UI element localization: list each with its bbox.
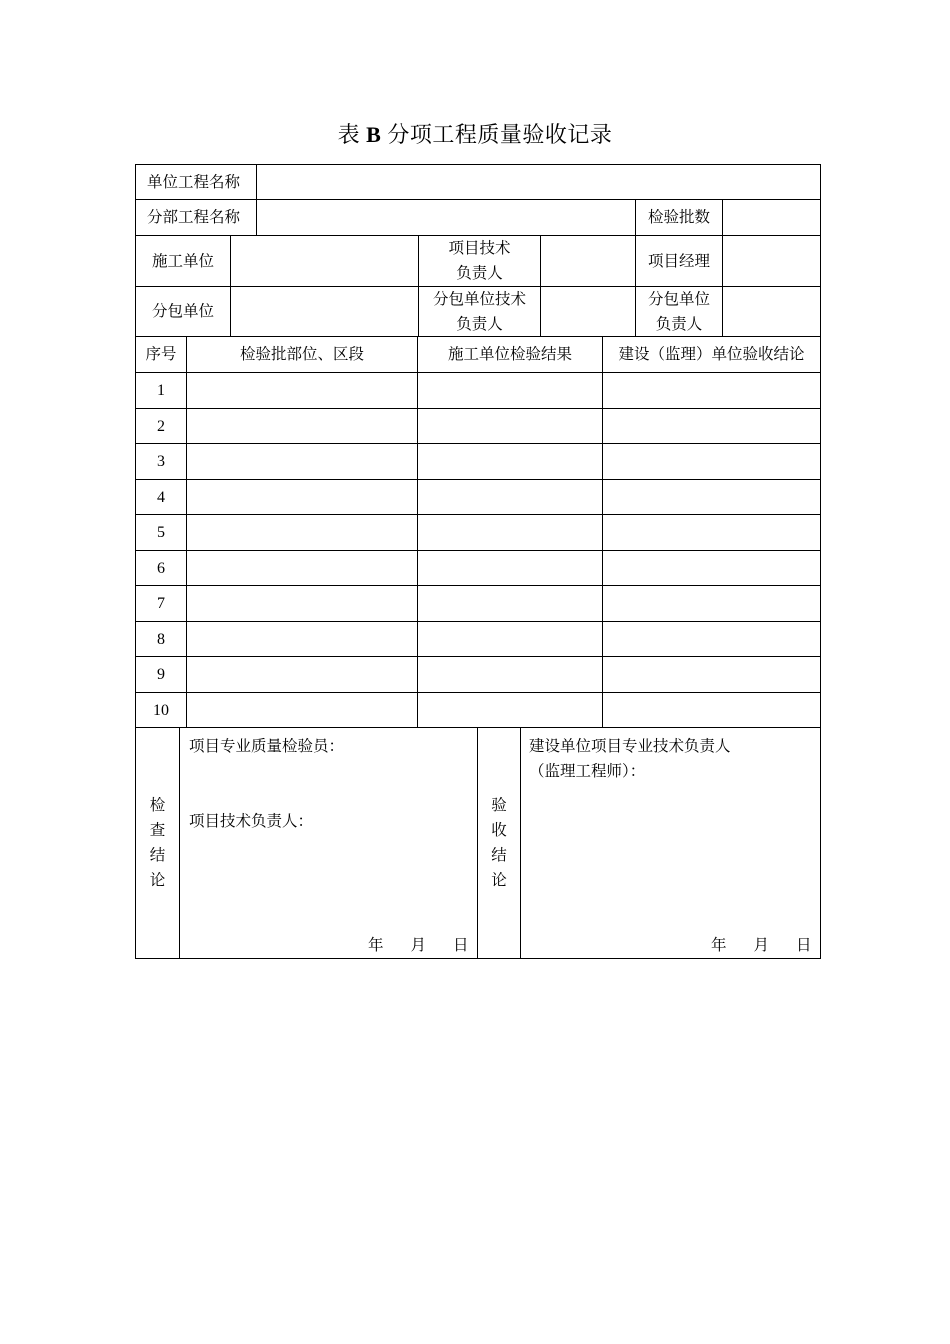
quality-inspector-label: 项目专业质量检验员： xyxy=(189,737,345,755)
acceptance-date: 年 月 日 xyxy=(711,936,812,954)
subcontractor-label: 分包单位 xyxy=(151,302,214,320)
contractor-field[interactable] xyxy=(231,236,418,286)
unit-project-name-label: 单位工程名称 xyxy=(147,172,241,191)
subsection-project-name-field[interactable] xyxy=(257,200,635,235)
column-header-lot-location: 检验批部位、区段 xyxy=(239,345,364,363)
column-header-index: 序号 xyxy=(145,345,177,363)
row-number: 7 xyxy=(157,595,165,612)
tech-lead-field[interactable] xyxy=(541,236,635,286)
sub-tech-lead-field[interactable] xyxy=(541,287,635,336)
tech-lead-label: 项目技术 负责人 xyxy=(448,239,511,282)
column-header-supervisor-conclusion: 建设（监理）单位验收结论 xyxy=(618,345,805,363)
contractor-label: 施工单位 xyxy=(151,251,214,270)
unit-project-name-field[interactable] xyxy=(257,165,820,199)
column-header-contractor-result: 施工单位检验结果 xyxy=(447,345,572,363)
inspection-lot-count-field[interactable] xyxy=(723,200,820,235)
row-number: 5 xyxy=(157,524,165,541)
row-number: 1 xyxy=(157,382,165,399)
subsection-project-name-label: 分部工程名称 xyxy=(147,208,241,226)
row-number: 8 xyxy=(157,630,165,648)
document-title: 表 B 分项工程质量验收记录 xyxy=(337,122,613,148)
sub-lead-field[interactable] xyxy=(723,287,820,336)
row-number: 3 xyxy=(157,453,165,470)
project-manager-label: 项目经理 xyxy=(647,251,710,270)
row-number: 4 xyxy=(157,488,165,506)
project-manager-field[interactable] xyxy=(723,236,820,286)
sub-lead-label: 分包单位 负责人 xyxy=(647,289,710,333)
sub-tech-lead-label: 分包单位技术 负责人 xyxy=(432,289,526,333)
check-conclusion-label: 检 查 结 论 xyxy=(149,796,166,889)
tech-lead-sign-label: 项目技术负责人： xyxy=(189,812,314,830)
supervisor-engineer-label: （监理工程师）： xyxy=(529,762,646,780)
owner-tech-lead-label: 建设单位项目专业技术负责人 xyxy=(529,737,731,755)
subcontractor-field[interactable] xyxy=(231,287,418,336)
row-number: 9 xyxy=(157,666,165,683)
row-number: 10 xyxy=(153,701,169,719)
acceptance-conclusion-label: 验 收 结 论 xyxy=(491,796,507,889)
check-date: 年 月 日 xyxy=(368,936,469,954)
row-number: 2 xyxy=(157,417,165,435)
inspection-lot-count-label: 检验批数 xyxy=(647,208,710,226)
row-number: 6 xyxy=(157,559,165,577)
